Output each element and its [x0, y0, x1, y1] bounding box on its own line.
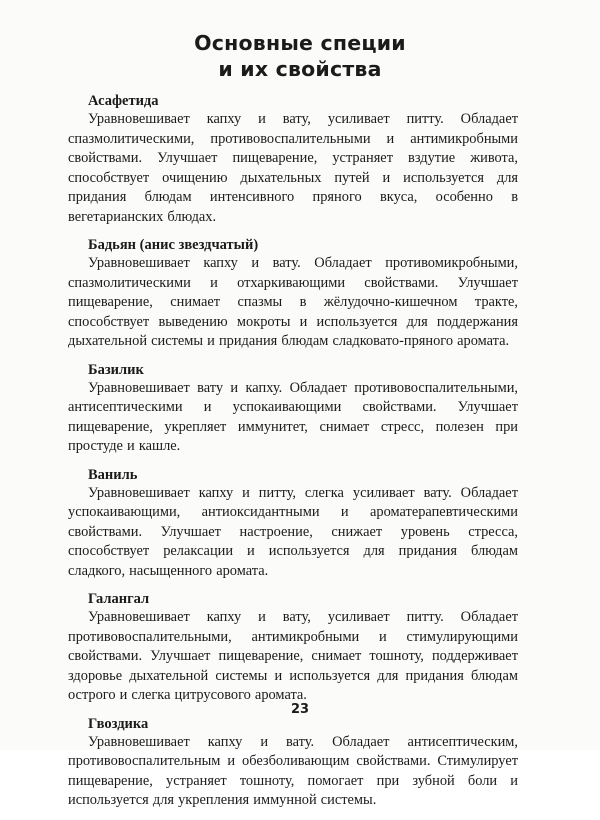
page-title — [0, 30, 600, 82]
spice-description: Уравновешивает капху и питту, слегка усиливает вату. Обладает успокаивающими, антиоксидантными и ароматерапевтическими свойствами. Улучшает настроение, снижает уровень стресса, способствует релаксации и используется для придания блюдам сладкого, насыщенного аромата. — [68, 484, 518, 579]
spice-entry-basil — [68, 361, 518, 457]
spice-entry-asafoetida — [68, 92, 518, 227]
page-number: 23 — [290, 702, 310, 717]
title-line-1: Основные специи — [194, 31, 406, 55]
spice-name: Ваниль — [88, 466, 138, 483]
spice-description: Уравновешивает капху и вату. Обладает антисептическим, противовоспалительным и обезболивающим свойствами. Стимулирует пищеварение, устраняет тошноту, помогает при зубной боли и используется для укрепления иммунной системы. — [68, 733, 518, 808]
spice-entry-star-anise — [68, 236, 518, 352]
spice-entry-galangal — [68, 590, 518, 706]
spice-entry-clove — [68, 715, 518, 811]
spice-description: Уравновешивает капху и вату, усиливает питту. Обладает противовоспалительными, антимикробными и стимулирующими свойствами. Улучшает пищеварение, снимает тошноту, поддерживает здоровье дыхательной системы и используется для придания блюдам острого и слегка цитрусового аромата. — [68, 609, 518, 703]
spice-name: Базилик — [88, 361, 144, 378]
spice-name: Асафетида — [88, 93, 159, 109]
spice-entry-vanilla — [68, 466, 518, 582]
title-line-2: и их свойства — [218, 57, 382, 81]
spice-description: Уравновешивает капху и вату, усиливает питту. Обладает спазмолитическими, противовоспалительными и антимикробными свойствами. Улучшает пищеварение, устраняет вздутие живота, способствует очищению дыхательных путей и используется для придания блюдам интенсивного пряного вкуса, особенно в вегетарианских блюдах. — [68, 111, 518, 225]
spice-name: Бадьян (анис звездчатый) — [88, 237, 259, 253]
spice-name: Гвоздика — [88, 715, 149, 732]
spice-name: Галангал — [88, 591, 150, 607]
spice-description: Уравновешивает капху и вату. Обладает противомикробными, спазмолитическими и отхаркивающими свойствами. Улучшает пищеварение, снимает спазмы в жёлудочно-кишечном тракте, способствует выведению мокроты и используется для поддержания дыхательной системы и придания блюдам сладковато-пряного аромата. — [68, 255, 518, 349]
spice-description: Уравновешивает вату и капху. Обладает противовоспалительными, антисептическими и успокаивающими свойствами. Улучшает пищеварение, укрепляет иммунитет, снимает стресс, полезен при простуде и кашле. — [68, 379, 518, 454]
